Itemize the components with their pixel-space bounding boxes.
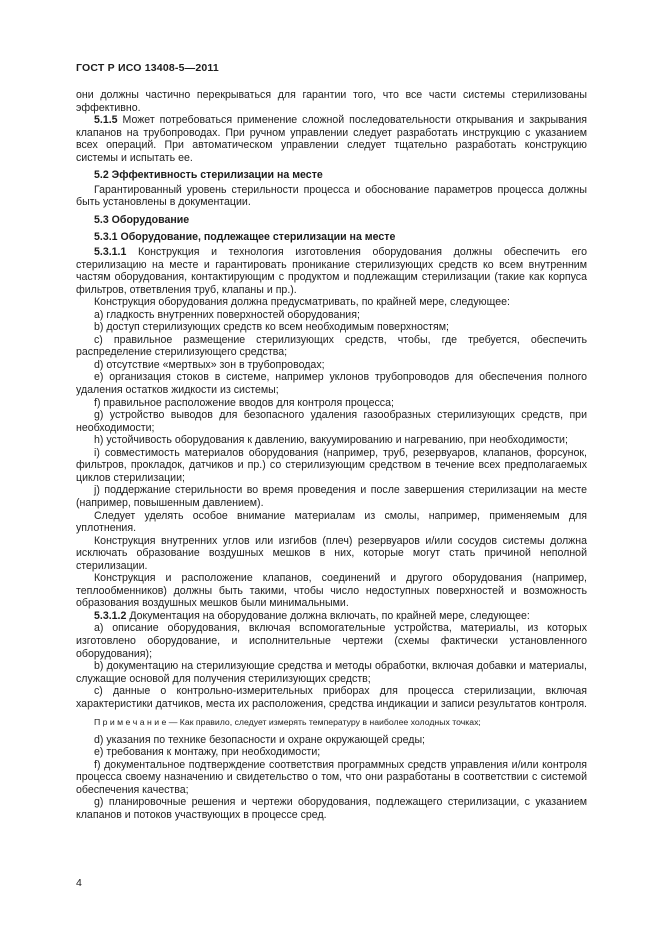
paragraph: Конструкция и расположение клапанов, соединений и другого оборудования (например, теплообменников) должны быть такими, чтобы число недоступных поверхностей и возможность образования воздушных мешков были минимальными. — [76, 572, 587, 610]
list-item: j) поддержание стерильности во время проведения и после завершения стерилизации на месте (например, повышенным давлением). — [76, 484, 587, 509]
list-item: h) устойчивость оборудования к давлению, вакуумированию и нагреванию, при необходимости; — [94, 434, 568, 447]
list-item: f) правильное расположение вводов для контроля процесса; — [94, 396, 394, 409]
list-item: c) правильное размещение стерилизующих средств, чтобы, где требуется, обеспечить распределение стерилизующего средства; — [76, 333, 587, 359]
clause-number: 5.3.1.2 — [94, 609, 130, 622]
list-item: a) описание оборудования, включая вспомогательные устройства, материалы, из которых изготовлено оборудование, и исполнительные чертежи (схемы фактически установленного оборудования); — [76, 622, 587, 660]
document-body — [76, 89, 587, 821]
list-item: f) документальное подтверждение соответствия программных средств управления и/или контроля процесса своему назначению и свидетельство о том, что они разработаны в соответствии с системой обеспечения качества; — [76, 758, 587, 796]
list-item: g) планировочные решения и чертежи оборудования, подлежащего стерилизации, с указанием клапанов и потоков участвующих в процессе сред. — [76, 796, 587, 821]
list-item: a) гладкость внутренних поверхностей оборудования; — [94, 308, 360, 321]
list-item: d) отсутствие «мертвых» зон в трубопроводах; — [94, 358, 325, 371]
list-item: e) требования к монтажу, при необходимости; — [94, 746, 321, 759]
paragraph: 5.3.1.1 Конструкция и технология изготовления оборудования должны обеспечить его стерилизацию на месте и гарантировать проникание стерилизующих средств ко всем внутренним частям оборудования, контактирующим с продуктом и подлежащим стерилизации (такие как корпуса фильтров, ответвления труб, клапаны и пр.). — [76, 246, 588, 296]
clause-number: 5.3.1.1 — [94, 246, 139, 259]
list-item: e) организация стоков в системе, например уклонов трубопроводов для обеспечения полного удаления остатков жидкости из системы; — [76, 371, 587, 397]
paragraph: 5.1.5 Может потребоваться применение сложной последовательности открывания и закрывания клапанов на трубопроводах. При ручном управлении следует разработать инструкцию с указанием всех операций. При автоматическом управлении следует тщательно разработать конструкцию системы и испытать ее. — [76, 114, 587, 164]
list-item: b) документацию на стерилизующие средства и методы обработки, включая добавки и материалы, служащие основой для получения стерилизующих средств; — [76, 660, 587, 685]
paragraph: Следует уделять особое внимание материалам из смолы, например, применяемым для уплотнения. — [76, 509, 587, 535]
section-heading: 5.2 Эффективность стерилизации на месте — [94, 169, 323, 182]
paragraph: Конструкция оборудования должна предусматривать, по крайней мере, следующее: — [94, 296, 510, 309]
document-code-header: ГОСТ Р ИСО 13408-5—2011 — [76, 62, 219, 74]
paragraph: 5.3.1.2 Документация на оборудование должна включать, по крайней мере, следующее: — [94, 609, 530, 622]
paragraph: они должны частично перекрываться для гарантии того, что все части системы стерилизованы эффективно. — [76, 89, 587, 114]
clause-number: 5.1.5 — [94, 114, 123, 127]
list-item: i) совместимость материалов оборудования (например, труб, резервуаров, клапанов, форсунок, фильтров, прокладок, датчиков и пр.) со стерилизующим средством в течение всех предполагаемых циклов стерилизации; — [76, 446, 587, 484]
section-heading: 5.3 Оборудование — [94, 213, 190, 226]
paragraph: Гарантированный уровень стерильности процесса и обоснование параметров процесса должны быть установлены в документации. — [76, 183, 587, 209]
list-item: c) данные о контрольно-измерительных приборах для процесса стерилизации, включая характеристики датчиков, места их расположения, средства индикации и записи результатов контроля. — [76, 685, 587, 710]
list-item: d) указания по технике безопасности и охране окружающей среды; — [94, 733, 426, 746]
note-paragraph: П р и м е ч а н и е — Как правило, следует измерять температуру в наиболее холодных точках; — [94, 717, 481, 728]
section-heading: 5.3.1 Оборудование, подлежащее стерилизации на месте — [94, 231, 396, 244]
paragraph: Конструкция внутренних углов или изгибов (плеч) резервуаров и/или сосудов системы должна исключать образование воздушных мешков в них, которые могут стать причиной неполной стерилизации. — [76, 534, 587, 572]
list-item: g) устройство выводов для безопасного удаления газообразных стерилизующих средств, при необходимости; — [76, 409, 587, 434]
list-item: b) доступ стерилизующих средств ко всем необходимым поверхностям; — [94, 321, 449, 334]
page-number: 4 — [76, 877, 82, 889]
